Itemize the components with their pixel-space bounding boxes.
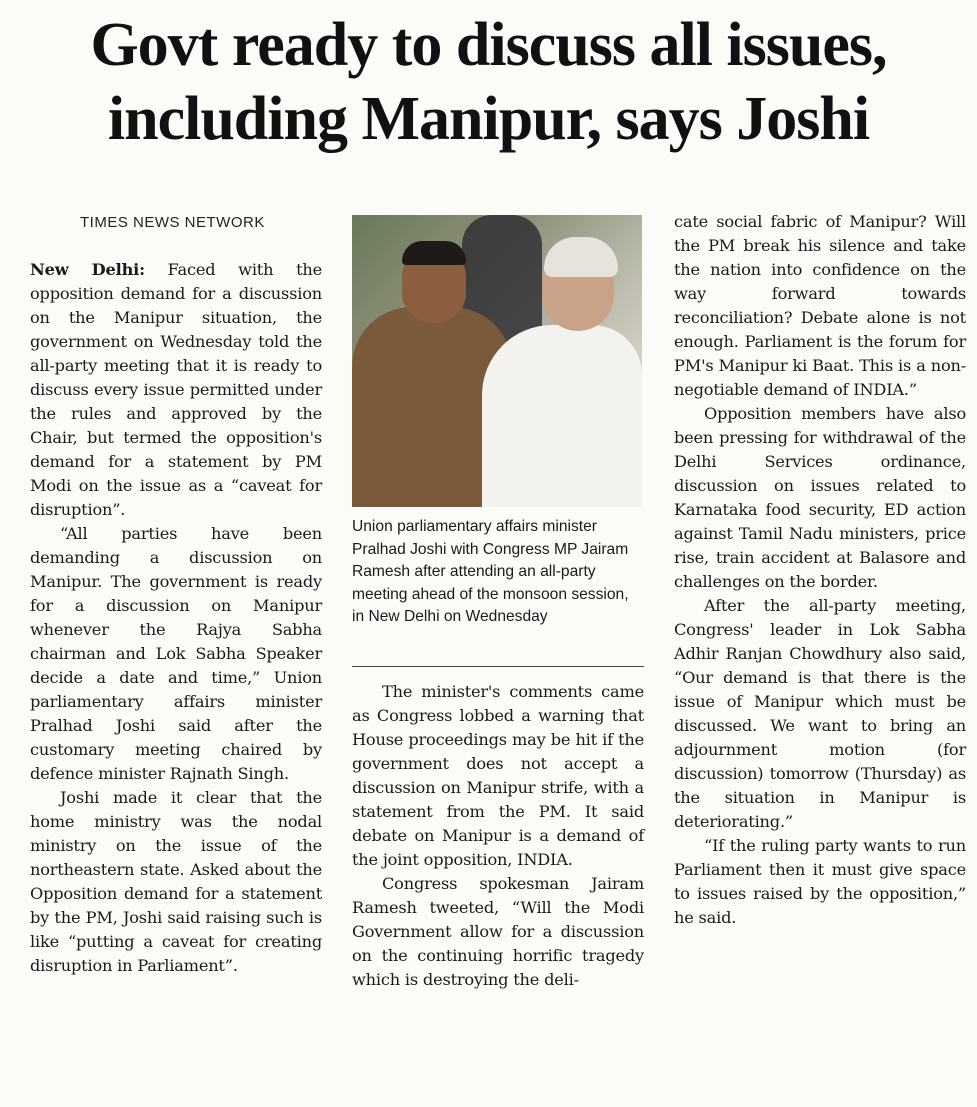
- paragraph: cate social fabric of Manipur? Will the PM break his silence and take the nation into confidence on the way forward towards reconciliation? Debate alone is not enough. Parliament is the forum for PM's Manipur ki Baat. This is a non-negotiable demand of INDIA.”: [674, 212, 966, 399]
- headline: [0, 8, 977, 156]
- paragraph: After the all-party meeting, Congress' leader in Lok Sabha Adhir Ranjan Chowdhury also said, “Our demand is that there is the issue of Manipur which must be discussed. We want to bring an adjournment motion (for discussion) tomorrow (Thursday) as the situation in Manipur is deteriorating.”: [674, 596, 966, 831]
- news-photo: [352, 215, 642, 507]
- byline: TIMES NEWS NETWORK: [80, 214, 265, 231]
- paragraph: Joshi made it clear that the home ministry was the nodal ministry on the issue of the northeastern state. Asked about the Opposition demand for a statement by the PM, Joshi said raising such is like “putting a caveat for creating disruption in Parliament”.: [30, 788, 322, 975]
- headline-line-1: Govt ready to discuss all issues,: [90, 11, 887, 79]
- paragraph: Congress spokesman Jairam Ramesh tweeted, “Will the Modi Government allow for a discussion on the continuing horrific tragedy which is destroying the deli-: [352, 874, 644, 989]
- article-column-3: [674, 210, 966, 930]
- photo-figure-ramesh-hair: [544, 237, 618, 277]
- article-column-1: [30, 258, 322, 978]
- paragraph: [30, 258, 322, 522]
- photo-caption: Union parliamentary affairs minister Pralhad Joshi with Congress MP Jairam Ramesh after attending an all-party meeting ahead of the monsoon session, in New Delhi on Wednesday: [352, 518, 629, 625]
- paragraph: “All parties have been demanding a discussion on Manipur. The government is ready for a discussion on Manipur whenever the Rajya Sabha chairman and Lok Sabha Speaker decide a date and time,” Union parliamentary affairs minister Pralhad Joshi said after the customary meeting chaired by defence minister Rajnath Singh.: [30, 524, 322, 783]
- article-column-2: [352, 680, 644, 992]
- paragraph: The minister's comments came as Congress lobbed a warning that House proceedings may be hit if the government does not accept a discussion on Manipur strife, with a statement from the PM. It said debate on Manipur is a demand of the joint opposition, INDIA.: [352, 682, 644, 869]
- dateline: New Delhi:: [30, 260, 145, 279]
- caption-divider: [352, 666, 644, 667]
- paragraph: Opposition members have also been pressing for withdrawal of the Delhi Services ordinance, discussion on issues related to Karnataka food security, ED action against Tamil Nadu ministers, price rise, train accident at Balasore and challenges on the border.: [674, 404, 966, 591]
- photo-figure-ramesh-body: [482, 325, 642, 507]
- paragraph: “If the ruling party wants to run Parliament then it must give space to issues raised by the opposition,” he said.: [674, 836, 966, 927]
- photo-figure-joshi-hair: [402, 241, 466, 265]
- paragraph-text: Faced with the opposition demand for a discussion on the Manipur situation, the government on Wednesday told the all-party meeting that it is ready to discuss every issue permitted under the rules and approved by the Chair, but termed the opposition's demand for a statement by PM Modi on the issue as a “caveat for disruption”.: [30, 260, 322, 519]
- headline-line-2: including Manipur, says Joshi: [107, 85, 870, 153]
